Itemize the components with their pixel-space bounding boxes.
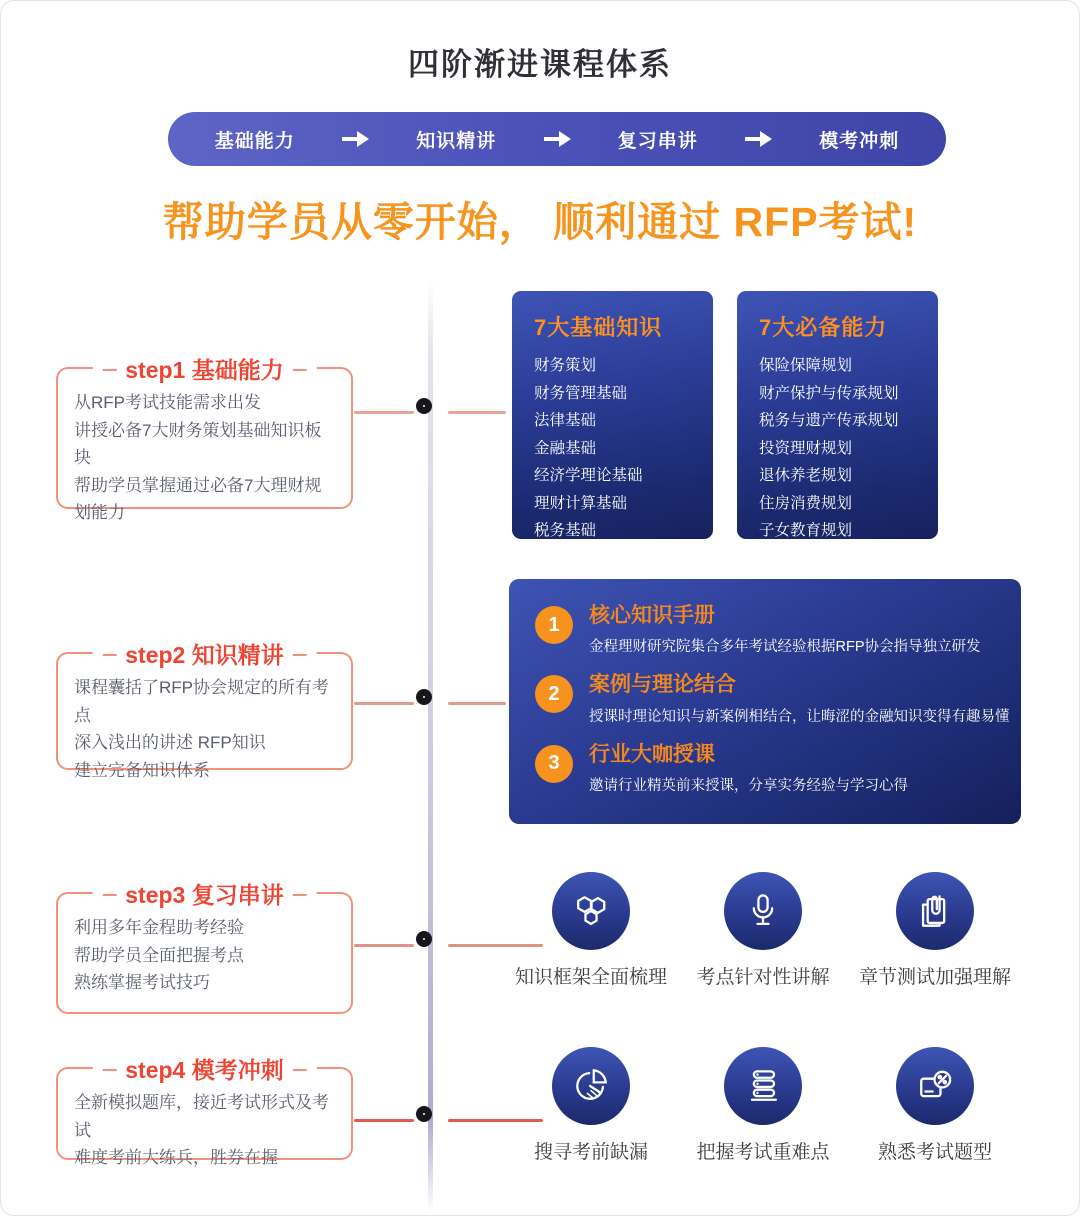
feature-item-2 <box>535 672 1010 725</box>
badge-circle <box>896 872 974 950</box>
headline: 帮助学员从零开始， 顺利通过 RFP考试! <box>162 199 918 245</box>
step-text: 利用多年金程助考经验 <box>74 918 244 937</box>
step-text: 课程囊括了RFP协会规定的所有考点 <box>74 678 329 725</box>
stage-label-4: 模考冲刺 <box>819 130 900 152</box>
feature-number-badge: 1 <box>535 606 573 644</box>
server-rack-icon <box>741 1064 785 1108</box>
panel-item: 子女教育规划 <box>759 522 853 539</box>
microphone-icon <box>741 889 785 933</box>
review-badge-1 <box>491 872 691 989</box>
feature-title: 核心知识手册 <box>589 604 715 627</box>
panel-title: 7大基础知识 <box>534 315 663 340</box>
timeline-node-4 <box>416 1106 432 1122</box>
badge-label: 知识框架全面梳理 <box>514 967 667 988</box>
step-text: 讲授必备7大财务策划基础知识板块 <box>74 420 322 468</box>
step-title-4: step4 模考冲刺 <box>92 1052 316 1085</box>
panel-item: 理财计算基础 <box>534 494 628 512</box>
feature-box <box>509 579 1021 824</box>
panel-item: 财产保护与传承规划 <box>759 384 899 402</box>
paperclip-icon <box>913 889 957 933</box>
feature-item-3 <box>535 742 995 795</box>
connector-line <box>448 411 506 414</box>
badge-circle <box>552 1047 630 1125</box>
step-text: 建立完备知识体系 <box>74 760 210 780</box>
mock-badge-1 <box>491 1047 691 1164</box>
panel-item: 税务基础 <box>534 522 597 539</box>
pie-chart-icon <box>569 1064 613 1108</box>
knowledge-panel-basics <box>512 291 713 539</box>
panel-item: 金融基础 <box>534 439 597 457</box>
connector-line <box>354 411 414 414</box>
percent-doc-icon <box>913 1064 957 1108</box>
panel-item: 经济学理论基础 <box>534 467 643 484</box>
timeline-node-2 <box>416 689 432 705</box>
panel-item: 财务管理基础 <box>534 384 628 402</box>
feature-desc: 授课时理论知识与新案例相结合，让晦涩的金融知识变得有趣易懂 <box>589 708 1010 725</box>
step-card-2 <box>56 642 353 780</box>
badge-circle <box>896 1047 974 1125</box>
arrow-right-icon <box>543 131 571 147</box>
step-text: 熟练掌握考试技巧 <box>74 973 210 993</box>
connector-line <box>448 702 506 705</box>
panel-item: 财务策划 <box>534 357 597 374</box>
mock-badge-3 <box>835 1047 1035 1164</box>
stage-label-1: 基础能力 <box>214 130 295 152</box>
badge-circle <box>552 872 630 950</box>
badge-circle <box>724 1047 802 1125</box>
panel-item: 法律基础 <box>534 412 597 429</box>
step-card-1 <box>56 357 353 523</box>
knowledge-panel-abilities <box>737 291 938 539</box>
connector-line <box>354 944 414 947</box>
step-text: 从RFP考试技能需求出发 <box>74 393 261 412</box>
feature-number-badge: 2 <box>535 675 573 713</box>
panel-item: 住房消费规划 <box>759 494 853 512</box>
connector-line <box>354 702 414 705</box>
stage-pipeline <box>168 112 946 166</box>
review-badge-2 <box>663 872 863 989</box>
badge-label: 搜寻考前缺漏 <box>533 1142 648 1163</box>
badge-label: 考点针对性讲解 <box>696 967 830 988</box>
badge-label: 章节测试加强理解 <box>858 967 1011 988</box>
step-card-4 <box>56 1057 353 1168</box>
step-text: 帮助学员掌握通过必备7大理财规划能力 <box>74 475 322 523</box>
page-title: 四阶渐进课程体系 <box>408 47 672 82</box>
review-badge-3 <box>835 872 1035 989</box>
arrow-right-icon <box>744 131 772 147</box>
badge-label: 把握考试重难点 <box>696 1142 830 1163</box>
step-text: 帮助学员全面把握考点 <box>74 945 244 965</box>
badge-circle <box>724 872 802 950</box>
feature-item-1 <box>535 603 995 656</box>
step-text: 全新模拟题库，接近考试形式及考试 <box>74 1093 329 1140</box>
mock-badge-2 <box>663 1047 863 1164</box>
arrow-right-icon <box>341 131 369 147</box>
stage-label-2: 知识精讲 <box>416 130 497 152</box>
timeline-node-1 <box>416 398 432 414</box>
stage-label-3: 复习串讲 <box>617 130 698 152</box>
panel-item: 退休养老规划 <box>759 467 853 484</box>
panel-item: 投资理财规划 <box>759 439 853 457</box>
panel-item: 税务与遗产传承规划 <box>759 412 899 429</box>
timeline-line <box>428 279 433 1213</box>
step-title-1: step1 基础能力 <box>92 352 316 385</box>
feature-desc: 金程理财研究院集合多年考试经验根据RFP协会指导独立研发 <box>589 639 981 656</box>
step-card-3 <box>56 882 353 1014</box>
panel-item: 保险保障规划 <box>759 357 853 374</box>
timeline-node-3 <box>416 931 432 947</box>
feature-number-badge: 3 <box>535 745 573 783</box>
feature-desc: 邀请行业精英前来授课，分享实务经验与学习心得 <box>589 777 908 794</box>
badge-label: 熟悉考试题型 <box>877 1142 992 1163</box>
step-text: 深入浅出的讲述 RFP知识 <box>74 733 266 753</box>
panel-title: 7大必备能力 <box>759 315 888 340</box>
connector-line <box>354 1119 414 1122</box>
feature-title: 行业大咖授课 <box>589 742 715 766</box>
step-text: 难度考前大练兵，胜券在握 <box>74 1148 278 1168</box>
feature-title: 案例与理论结合 <box>589 673 736 697</box>
hexagons-icon <box>569 889 613 933</box>
step-title-2: step2 知识精讲 <box>92 637 316 670</box>
step-title-3: step3 复习串讲 <box>92 877 316 910</box>
